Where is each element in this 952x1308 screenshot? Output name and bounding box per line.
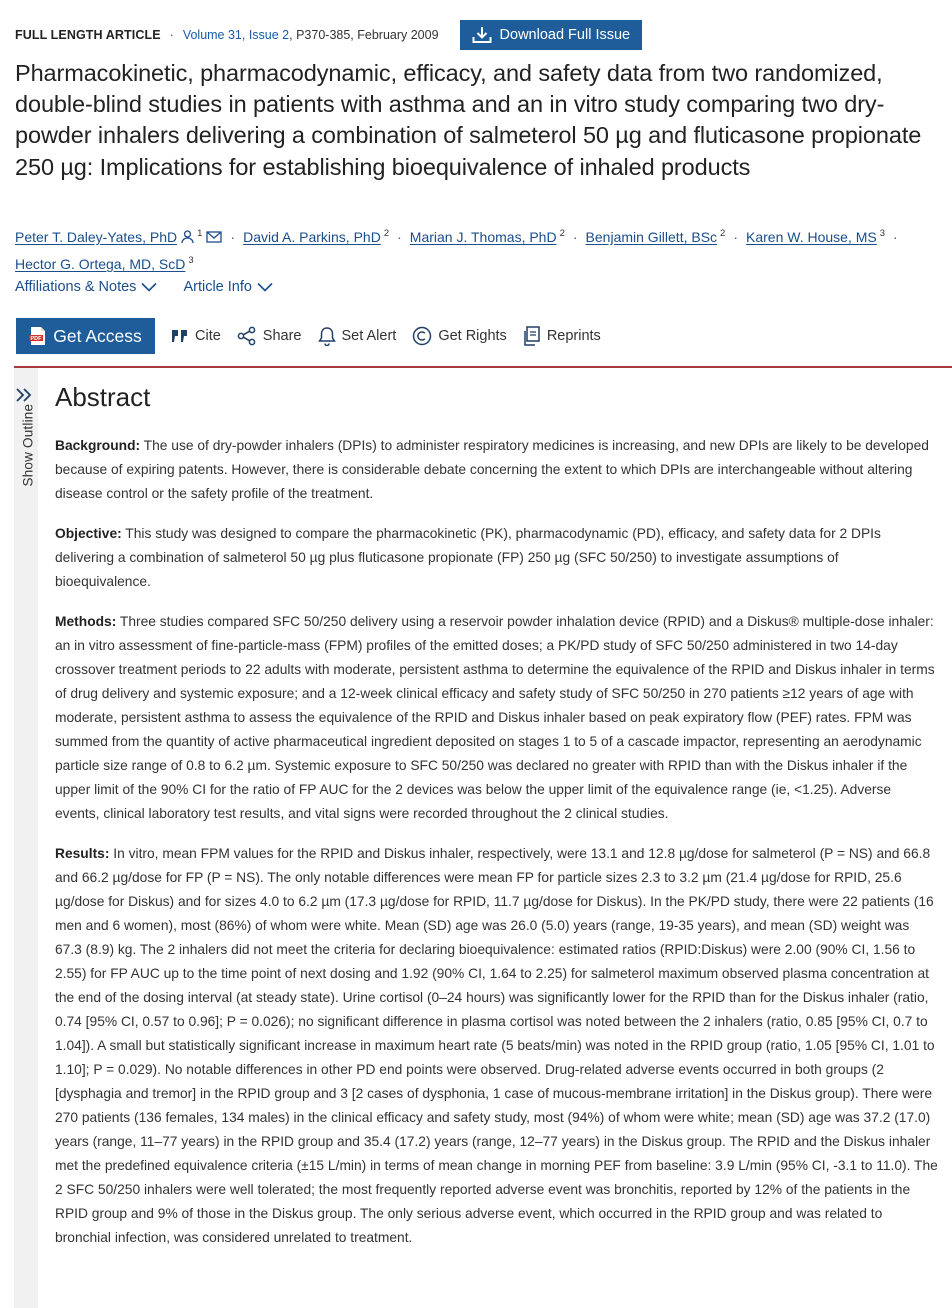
author-separator: ·: [893, 228, 898, 245]
abstract-methods: [55, 610, 938, 826]
share-button[interactable]: [237, 326, 302, 346]
show-outline-label[interactable]: [21, 457, 36, 487]
author-link[interactable]: Hector G. Ortega, MD, ScD: [15, 255, 186, 272]
author-separator: ·: [230, 228, 236, 245]
section-label: Results:: [55, 846, 110, 861]
author-link[interactable]: Peter T. Daley-Yates, PhD: [15, 228, 178, 245]
copyright-icon: [412, 326, 432, 346]
email-icon[interactable]: [206, 230, 222, 244]
get-access-label: Get Access: [53, 325, 142, 346]
reprints-button[interactable]: [523, 326, 601, 346]
article-meta: [15, 18, 942, 52]
quote-icon: [171, 328, 189, 344]
pdf-icon: [29, 326, 47, 346]
meta-separator: ·: [169, 28, 174, 42]
share-icon: [237, 326, 257, 346]
get-access-button[interactable]: [16, 318, 155, 354]
svg-text:PDF: PDF: [30, 336, 42, 342]
download-full-issue-button[interactable]: [460, 20, 643, 50]
article-title: Pharmacokinetic, pharmacodynamic, efficacy, and safety data from two randomized, double-blind studies in patients with asthma and an in vitro study comparing two dry-powder inhalers delivering a combination of salmeterol 50 µg and fluticasone propionate 250 µg: Implications for establishing bioequivalence of inhaled products: [15, 60, 922, 180]
author-link[interactable]: David A. Parkins, PhD: [243, 228, 381, 245]
action-bar: [16, 318, 601, 354]
cite-button[interactable]: [171, 328, 221, 344]
abstract-background: [55, 434, 938, 506]
download-icon: [472, 26, 492, 44]
get-rights-label: Get Rights: [438, 328, 507, 344]
double-chevron-right-icon[interactable]: [14, 385, 34, 405]
section-divider: [14, 366, 952, 368]
affiliation-sup: 3: [879, 228, 886, 239]
author-item: [243, 229, 389, 245]
affiliation-sup: 2: [383, 228, 390, 239]
download-label: Download Full Issue: [499, 27, 631, 43]
author-separator: ·: [397, 228, 402, 245]
chevron-down-icon: [141, 282, 157, 292]
section-text: This study was designed to compare the pharmacokinetic (PK), pharmacodynamic (PD), efficacy, and safety data for 2 DPIs delivering a combination of salmeterol 50 µg plus fluticasone propionate (FP) 250 µg (SFC 50/250) to investigate assumptions of bioequivalence.: [55, 526, 881, 589]
section-label: Methods:: [55, 614, 117, 629]
affiliation-sup: 2: [559, 228, 565, 239]
article-type: FULL LENGTH ARTICLE: [15, 28, 161, 42]
bell-icon: [318, 326, 336, 346]
section-text: Three studies compared SFC 50/250 delivery using a reservoir powder inhalation device (RPID) and a Diskus® multiple-dose inhaler: an in vitro assessment of fine-particle-mass (FPM) profiles of the emitted doses; a PK/PD study of SFC 50/250 administered in two 14-day crossover treatment periods to 22 adults with moderate, persistent asthma to determine the equivalence of the RPID and Diskus inhaler in terms of drug delivery and systemic exposure; and a 12-week clinical efficacy and safety study of SFC 50/250 in 270 patients ≥12 years of age with moderate, persistent asthma to assess the equivalence of the RPID and Diskus inhaler based on peak expiratory flow (PEF) rates. FPM was summed from the quantity of active pharmaceutical ingredient deposited on stages 1 to 5 of a cascade impactor, representing an aerodynamic particle size range of 0.8 to 6.2 µm. Systemic exposure to SFC 50/250 was declared no greater with RPID than with the Diskus inhaler if the upper limit of the 90% CI for the ratio of FP AUC for the 2 devices was below the upper limit of the equivalence range (ie, <1.25). Adverse events, clinical laboratory test results, and vital signs were recorded throughout the 2 clinical studies.: [55, 614, 935, 821]
author-item: [15, 256, 194, 272]
affiliation-sup: 3: [188, 255, 194, 267]
author-item: [746, 229, 885, 245]
author-link[interactable]: Benjamin Gillett, BSc: [585, 228, 718, 245]
author-item: [586, 229, 726, 245]
share-label: Share: [262, 328, 302, 344]
article-info-toggle[interactable]: [183, 279, 273, 295]
section-text: In vitro, mean FPM values for the RPID and Diskus inhaler, respectively, were 13.1 and 12.8 µg/dose for salmeterol (P = NS) and 66.8 and 66.2 µg/dose for FP (P = NS). The only notable differences were mean FP for particle sizes 2.3 to 3.2 µm (21.4 µg/dose for RPID, 25.6 µg/dose for Diskus) and for sizes 4.0 to 6.2 µm (17.3 µg/dose for RPID, 11.7 µg/dose for Diskus). In the PK/PD study, there were 22 patients (16 men and 6 women), most (86%) of whom were white. Mean (SD) age was 26.0 (5.0) years (range, 19-35 years), and mean (SD) weight was 67.3 (8.9) kg. The 2 inhalers did not meet the criteria for declaring bioequivalence: estimated ratios (RPID:Diskus) were 2.00 (90% CI, 1.56 to 2.55) for FP AUC up to the time point of next dosing and 1.92 (90% CI, 1.64 to 2.25) for salmeterol maximum observed plasma concentration at the end of the dosing interval (at steady state). Urine cortisol (0–24 hours) was significantly lower for the RPID than for the Diskus inhaler (ratio, 0.74 [95% CI, 0.57 to 0.96]; P = 0.026); no significant difference in plasma cortisol was noted between the 2 inhalers (ratio, 0.85 [95% CI, 0.7 to 1.04]). A small but statistically significant increase in maximum heart rate (5 beats/min) was noted in the RPID group (ratio, 1.05 [95% CI, 1.01 to 1.10]; P = 0.029). No notable differences in other PD end points were observed. Drug-related adverse events occurred in both groups (2 [dysphagia and tremor] in the RPID group and 3 [2 cases of dysphonia, 1 case of mucous-membrane irritation] in the Diskus group). There were 270 patients (136 females, 134 males) in the clinical efficacy and safety study, most (94%) of whom were white; mean (SD) age was 37.2 (17.0) years (range, 11–77 years) in the RPID group and 35.4 (17.2) years (range, 12–77 years) in the Diskus group. The RPID and the Diskus inhaler met the predefined equivalence criteria (±15 L/min) in terms of mean change in morning PEF from baseline: 3.9 L/min (95% CI, -3.1 to 11.0). The 2 SFC 50/250 inhalers were well tolerated; the most frequently reported adverse event was bronchitis, reported by 12% of the patients in the RPID group and 9% of those in the Diskus group. The only serious adverse event, which occurred in the RPID group and was related to bronchial infection, was considered unrelated to treatment.: [55, 846, 938, 1245]
volume-link[interactable]: Volume 31, Issue 2: [182, 28, 290, 42]
abstract-results: [55, 842, 938, 1250]
author-item: [410, 229, 565, 245]
section-text: The use of dry-powder inhalers (DPIs) to administer respiratory medicines is increasing, and new DPIs are likely to be developed because of expiring patents. However, there is considerable debate concerning the extent to which DPIs are interchangeable without altering disease control or the safety profile of the treatment.: [55, 438, 929, 501]
author-separator: ·: [572, 228, 578, 245]
person-icon[interactable]: [181, 230, 194, 244]
pages-date: , P370-385, February 2009: [289, 28, 439, 42]
abstract-heading: Abstract: [55, 382, 151, 412]
affiliation-sup: 2: [720, 228, 726, 239]
article-info-label: Article Info: [183, 279, 252, 295]
outline-sidebar[interactable]: [14, 368, 38, 1308]
author-link[interactable]: Karen W. House, MS: [746, 228, 877, 245]
author-item: [15, 229, 222, 245]
get-rights-button[interactable]: [412, 326, 507, 346]
info-links: [15, 279, 273, 295]
cite-label: Cite: [195, 328, 221, 344]
affiliations-notes-toggle[interactable]: [15, 279, 157, 295]
set-alert-button[interactable]: [318, 326, 397, 346]
set-alert-label: Set Alert: [341, 328, 397, 344]
affiliation-sup: 1: [197, 228, 203, 239]
chevron-down-icon: [257, 282, 273, 292]
section-label: Objective:: [55, 526, 122, 541]
abstract-body: [55, 434, 938, 1266]
reprints-icon: [523, 326, 541, 346]
affiliations-label: Affiliations & Notes: [15, 279, 137, 295]
section-label: Background:: [55, 438, 141, 453]
author-link[interactable]: Marian J. Thomas, PhD: [409, 228, 557, 245]
abstract-objective: [55, 522, 938, 594]
reprints-label: Reprints: [546, 328, 601, 344]
author-separator: ·: [733, 228, 739, 245]
author-list: [15, 222, 940, 276]
